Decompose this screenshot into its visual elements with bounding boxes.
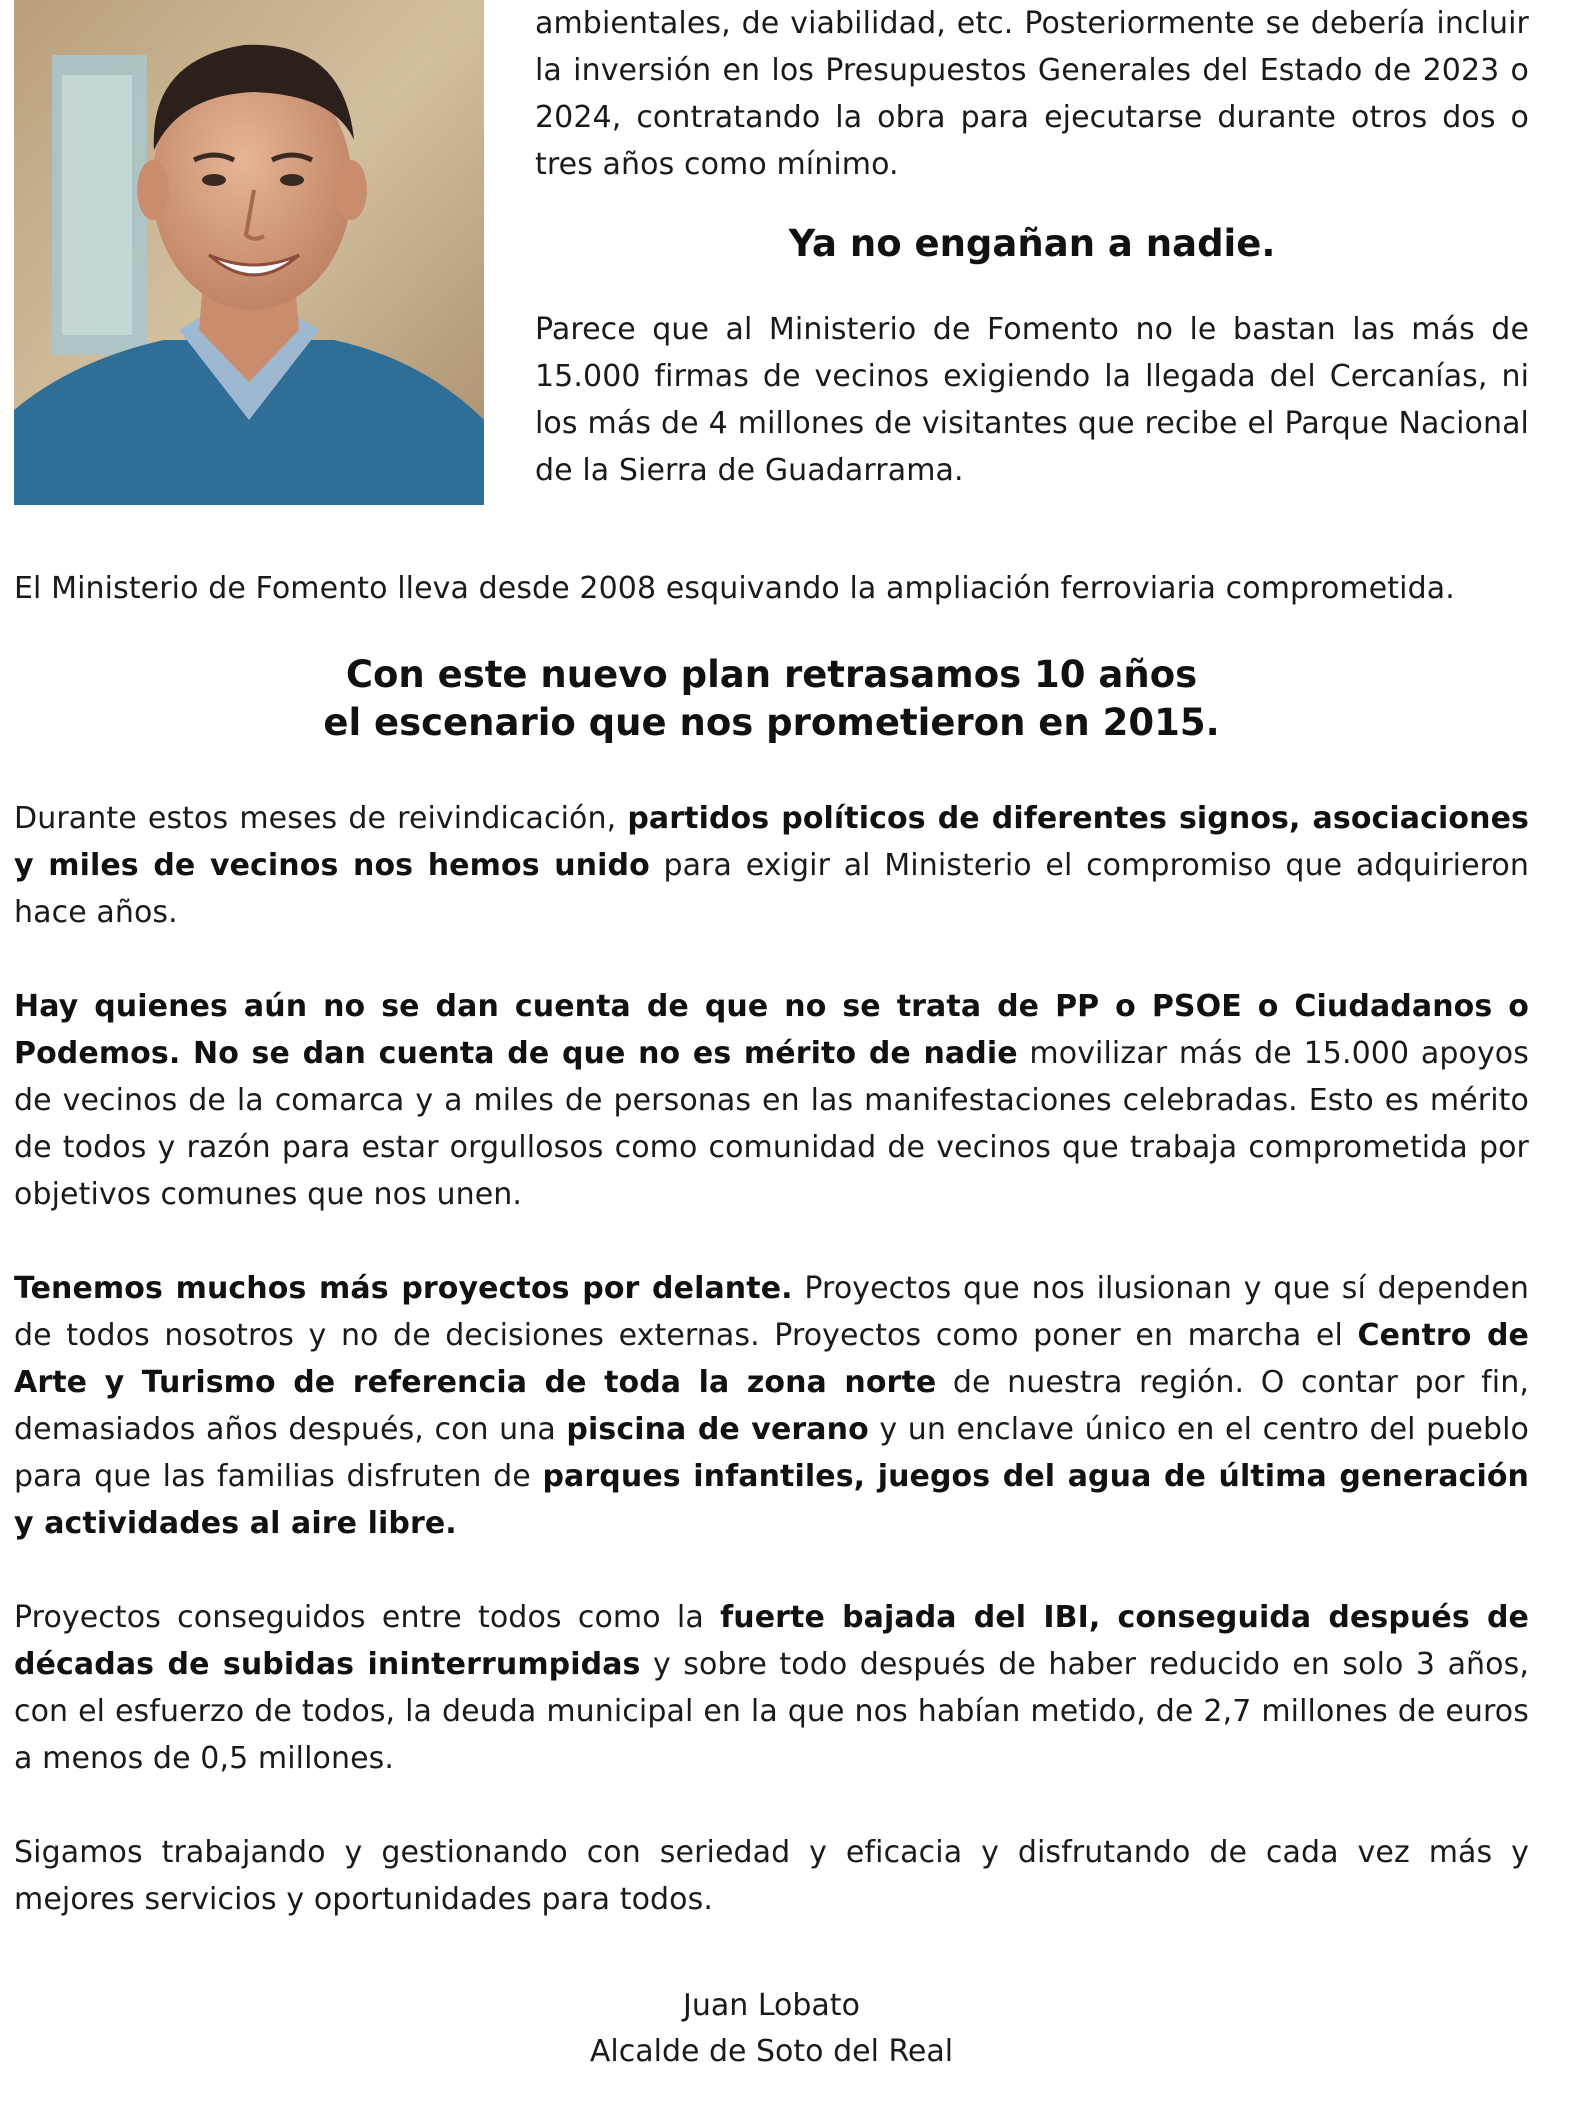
paragraph-durante <box>14 795 1529 936</box>
intro-paragraph: ambientales, de viabilidad, etc. Posteriormente se debería incluir la inversión en los Presupuestos Generales del Estado de 2023 o 2024, contratando la obra para ejecutarse durante otros dos o tres años como mínimo. <box>535 6 1529 182</box>
signature-name: Juan Lobato <box>683 1988 860 2023</box>
proyectos-text-1: Proyectos conseguidos entre todos como la <box>14 1600 721 1635</box>
tenemos-bold-4: parques infantiles, juegos del agua de última generación y actividades al aire libre. <box>14 1459 1529 1541</box>
heading-ya-no-enganan: Ya no engañan a nadie. <box>788 222 1276 265</box>
top-right-column <box>535 0 1529 494</box>
tenemos-text-1: Proyectos que nos ilusionan y que sí dependen de todos nosotros y no de decisiones externas. Proyectos como poner en marcha el <box>14 1271 1529 1353</box>
hay-bold-1: Hay quienes aún no se dan cuenta de que no se trata de PP o PSOE o Ciudadanos o Podemos. No se dan cuenta de que no es mérito de nadie <box>14 989 1529 1071</box>
paragraph-tenemos <box>14 1265 1529 1547</box>
portrait-photo <box>14 0 484 505</box>
tenemos-bold-3: piscina de verano <box>566 1412 869 1447</box>
durante-bold-1: partidos políticos de diferentes signos, asociaciones y miles de vecinos nos hemos unido <box>14 801 1529 883</box>
durante-text-1: Durante estos meses de reivindicación, <box>14 801 628 836</box>
heading-plan-line1: Con este nuevo plan retrasamos 10 años <box>345 653 1198 696</box>
portrait-image <box>14 0 484 505</box>
paragraph-hay-quienes <box>14 983 1529 1218</box>
tenemos-bold-2: Centro de Arte y Turismo de referencia de toda la zona norte <box>14 1318 1529 1400</box>
since-2008-section <box>14 565 1529 612</box>
heading-plan-line2: el escenario que nos prometieron en 2015. <box>323 701 1220 744</box>
tenemos-text-2: de nuestra región. O contar por fin, demasiados años después, con una <box>14 1365 1529 1447</box>
signature-block <box>14 1983 1529 2075</box>
signature-title: Alcalde de Soto del Real <box>589 2034 954 2069</box>
proyectos-text-2: y sobre todo después de haber reducido en solo 3 años, con el esfuerzo de todos, la deuda municipal en la que nos habían metido, de 2,7 millones de euros a menos de 0,5 millones. <box>14 1647 1529 1776</box>
paragraph-proyectos <box>14 1594 1529 1782</box>
hay-text-1: movilizar más de 15.000 apoyos de vecinos de la comarca y a miles de personas en las manifestaciones celebradas. Esto es mérito de todos y razón para estar orgullosos como comunidad de vecinos que trabaja comprometida por objetivos comunes que nos unen. <box>14 1036 1529 1212</box>
since-2008-paragraph: El Ministerio de Fomento lleva desde 2008 esquivando la ampliación ferroviaria comprometida. <box>14 571 1455 606</box>
durante-text-2: para exigir al Ministerio el compromiso que adquirieron hace años. <box>14 848 1529 930</box>
body-section <box>14 795 1529 1923</box>
tenemos-text-3: y un enclave único en el centro del pueblo para que las familias disfruten de <box>14 1412 1529 1494</box>
tenemos-bold-1: Tenemos muchos más proyectos por delante. <box>14 1271 793 1306</box>
paragraph-sigamos: Sigamos trabajando y gestionando con seriedad y eficacia y disfrutando de cada vez más y mejores servicios y oportunidades para todos. <box>14 1835 1529 1917</box>
heading-plan-section <box>14 651 1529 747</box>
proyectos-bold-1: fuerte bajada del IBI, conseguida después de décadas de subidas ininterrumpidas <box>14 1600 1529 1682</box>
ministry-paragraph: Parece que al Ministerio de Fomento no le bastan las más de 15.000 firmas de vecinos exigiendo la llegada del Cercanías, ni los más de 4 millones de visitantes que recibe el Parque Nacional de la Sierra de Guadarrama. <box>535 312 1529 488</box>
